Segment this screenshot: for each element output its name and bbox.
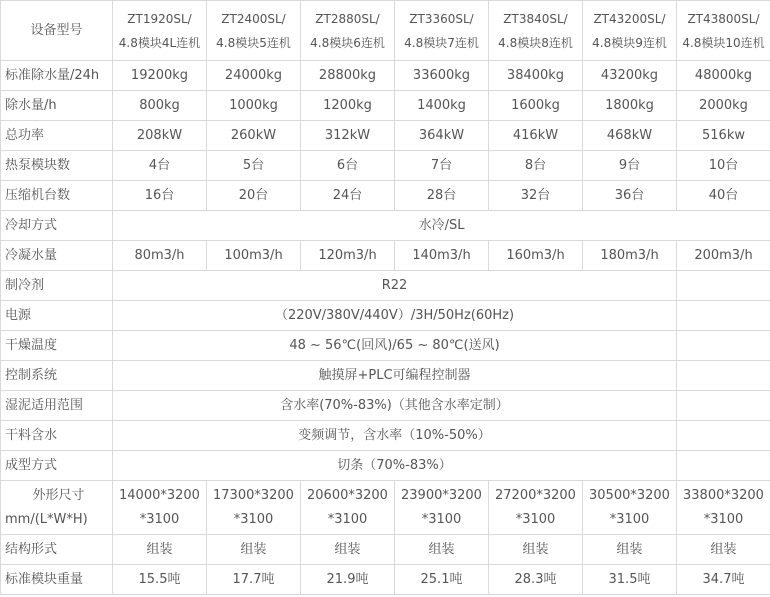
table-cell-merged: 含水率(70%-83%)（其他含水率定制） [113,391,677,421]
model-desc: 4.8模块5连机 [216,35,291,50]
row-label-model: 设备型号 [1,1,113,61]
table-row-sludge-range [1,391,770,421]
model-cell [301,1,395,61]
table-cell: 468kW [583,121,677,151]
table-row-power-supply [1,301,770,331]
table-row-forming [1,451,770,481]
table-row-compressors [1,181,770,211]
table-cell-empty [677,331,770,361]
table-cell: 28.3吨 [489,565,583,595]
table-cell-empty [677,271,770,301]
table-cell: 36台 [583,181,677,211]
table-row-control [1,361,770,391]
model-cell [395,1,489,61]
row-label-compressors: 压缩机台数 [1,181,113,211]
row-label-cooling: 冷却方式 [1,211,113,241]
table-cell: 组装 [677,535,770,565]
row-label-power-supply: 电源 [1,301,113,331]
table-cell: 组装 [301,535,395,565]
table-row-dry-temp [1,331,770,361]
table-cell [301,481,395,535]
model-desc: 4.8模块4L连机 [118,35,201,50]
table-cell: 800kg [113,91,207,121]
table-cell: 43200kg [583,61,677,91]
dimension-line: *3100 [609,511,650,527]
table-cell: 组装 [395,535,489,565]
table-cell: 4台 [113,151,207,181]
row-label-std-removal: 标准除水量/24h [1,61,113,91]
model-desc: 4.8模块7连机 [404,35,479,50]
table-cell-merged: R22 [113,271,677,301]
table-cell: 260kW [207,121,301,151]
table-cell: 100m3/h [207,241,301,271]
table-cell: 160m3/h [489,241,583,271]
model-desc: 4.8模块9连机 [592,35,667,50]
table-cell: 364kW [395,121,489,151]
table-cell-merged: 触摸屏+PLC可编程控制器 [113,361,677,391]
table-row-dry-content [1,421,770,451]
dimension-line: 27200*3200 [495,487,576,503]
table-cell: 312kW [301,121,395,151]
table-row-modules [1,151,770,181]
table-cell: 2000kg [677,91,770,121]
table-cell-empty [677,391,770,421]
table-cell: 180m3/h [583,241,677,271]
table-cell: 7台 [395,151,489,181]
table-cell: 19200kg [113,61,207,91]
table-row-cooling [1,211,770,241]
table-row-power [1,121,770,151]
model-name: ZT3840SL/ [503,11,568,26]
table-cell-empty [677,361,770,391]
table-cell: 28台 [395,181,489,211]
table-cell-empty [677,301,770,331]
dimension-line: *3100 [327,511,368,527]
table-cell: 8台 [489,151,583,181]
table-cell [207,481,301,535]
table-cell: 5台 [207,151,301,181]
table-cell: 1800kg [583,91,677,121]
table-row-structure [1,535,770,565]
table-cell: 416kW [489,121,583,151]
table-cell: 200m3/h [677,241,770,271]
model-desc: 4.8模块10连机 [682,35,765,50]
table-cell-merged: （220V/380V/440V）/3H/50Hz(60Hz) [113,301,677,331]
table-row-module-weight [1,565,770,595]
table-cell: 34.7吨 [677,565,770,595]
row-label-dimensions [1,481,113,535]
table-row-refrigerant [1,271,770,301]
table-row-model [1,1,770,61]
table-cell-merged: 变频调节，含水率（10%-50%） [113,421,677,451]
table-cell: 28800kg [301,61,395,91]
table-cell: 32台 [489,181,583,211]
table-cell: 25.1吨 [395,565,489,595]
dimension-line: *3100 [139,511,180,527]
row-label-refrigerant: 制冷剂 [1,271,113,301]
dimension-line: 23900*3200 [401,487,482,503]
table-cell: 40台 [677,181,770,211]
table-cell-empty [677,421,770,451]
table-cell: 10台 [677,151,770,181]
dimension-line: 17300*3200 [213,487,294,503]
table-cell: 1400kg [395,91,489,121]
table-cell: 24000kg [207,61,301,91]
model-name: ZT2400SL/ [221,11,286,26]
table-row-condensing [1,241,770,271]
table-cell: 1600kg [489,91,583,121]
table-row-dimensions [1,481,770,535]
table-cell: 6台 [301,151,395,181]
row-label-line: 外形尺寸 [32,487,85,503]
model-name: ZT43800SL/ [687,11,760,26]
table-cell: 9台 [583,151,677,181]
table-cell-merged: 水冷/SL [113,211,770,241]
table-cell: 33600kg [395,61,489,91]
dimension-line: 14000*3200 [119,487,200,503]
model-name: ZT1920SL/ [127,11,192,26]
table-cell: 1200kg [301,91,395,121]
model-name: ZT3360SL/ [409,11,474,26]
table-cell: 24台 [301,181,395,211]
dimension-line: *3100 [515,511,556,527]
model-name: ZT43200SL/ [593,11,666,26]
model-cell [207,1,301,61]
table-cell: 516kw [677,121,770,151]
dimension-line: 20600*3200 [307,487,388,503]
table-cell: 组装 [489,535,583,565]
dimension-line: *3100 [421,511,462,527]
row-label-control: 控制系统 [1,361,113,391]
row-label-sludge-range: 湿泥适用范围 [1,391,113,421]
table-cell: 组装 [207,535,301,565]
table-cell: 31.5吨 [583,565,677,595]
dimension-line: *3100 [233,511,274,527]
table-cell: 38400kg [489,61,583,91]
table-cell: 80m3/h [113,241,207,271]
table-cell-empty [677,451,770,481]
model-name: ZT2880SL/ [315,11,380,26]
row-label-condensing: 冷凝水量 [1,241,113,271]
row-label-removal-h: 除水量/h [1,91,113,121]
model-desc: 4.8模块6连机 [310,35,385,50]
table-cell: 1000kg [207,91,301,121]
dimension-line: 33800*3200 [683,487,764,503]
table-cell [583,481,677,535]
table-cell: 120m3/h [301,241,395,271]
model-desc: 4.8模块8连机 [498,35,573,50]
table-cell: 20台 [207,181,301,211]
row-label-structure: 结构形式 [1,535,113,565]
row-label-module-weight: 标准模块重量 [1,565,113,595]
model-cell [583,1,677,61]
table-cell [489,481,583,535]
table-cell-merged: 48 ~ 56℃(回风)/65 ~ 80℃(送风) [113,331,677,361]
model-cell [677,1,770,61]
table-cell: 组装 [583,535,677,565]
dimension-line: 30500*3200 [589,487,670,503]
table-cell [677,481,770,535]
dimension-line: *3100 [703,511,744,527]
table-row-removal-h [1,91,770,121]
table-cell: 17.7吨 [207,565,301,595]
row-label-forming: 成型方式 [1,451,113,481]
model-cell [489,1,583,61]
row-label-power: 总功率 [1,121,113,151]
table-cell [395,481,489,535]
table-cell: 140m3/h [395,241,489,271]
table-row-std-removal [1,61,770,91]
table-cell: 16台 [113,181,207,211]
row-label-modules: 热泵模块数 [1,151,113,181]
row-label-line: mm/(L*W*H) [5,511,88,527]
row-label-dry-temp: 干燥温度 [1,331,113,361]
row-label-dry-content: 干料含水 [1,421,113,451]
table-cell: 21.9吨 [301,565,395,595]
table-cell: 208kW [113,121,207,151]
table-cell: 15.5吨 [113,565,207,595]
model-cell [113,1,207,61]
table-cell: 组装 [113,535,207,565]
table-cell: 48000kg [677,61,770,91]
table-cell [113,481,207,535]
table-cell-merged: 切条（70%-83%） [113,451,677,481]
